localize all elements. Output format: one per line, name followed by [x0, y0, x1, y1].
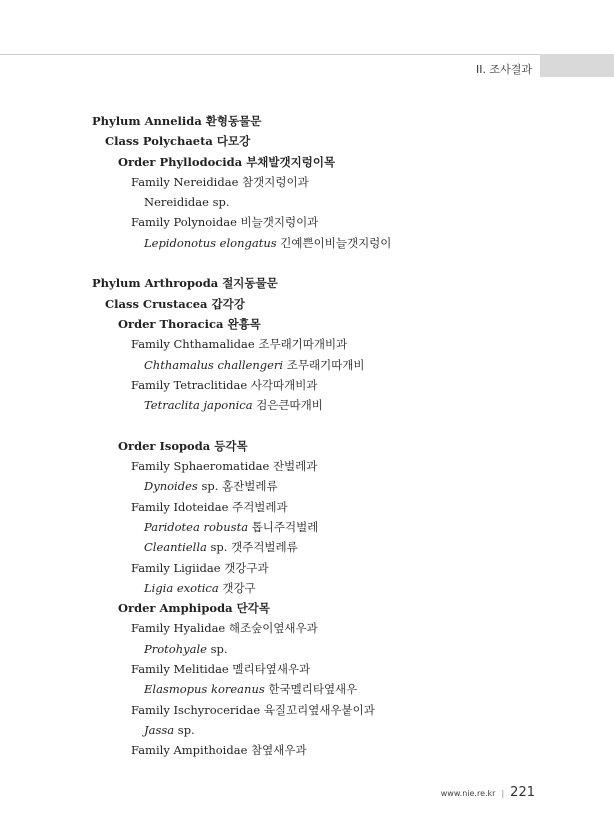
taxon-text: 환형동물문	[205, 114, 262, 128]
taxon-text: 조무래기따개비과	[258, 337, 348, 352]
taxon-species	[92, 720, 592, 740]
taxon-text: 등각목	[214, 438, 248, 453]
taxon-class	[92, 294, 592, 314]
taxon-species	[92, 395, 592, 415]
taxon-text: Phylum Arthropoda	[92, 276, 223, 291]
scientific-name: Jassa	[144, 722, 175, 737]
scientific-name: Protohyale	[144, 641, 207, 656]
taxon-text: Family Ampithoidae	[131, 743, 252, 758]
taxon-text: 긴예쁜이비늘갯지렁이	[276, 235, 392, 250]
taxon-text: 갯강구	[218, 580, 256, 595]
footer-separator: |	[501, 789, 505, 798]
taxon-text: Family Chthamalidae	[131, 337, 259, 352]
scientific-name: Chthamalus challengeri	[144, 357, 284, 372]
taxon-text: sp. 갯주걱벌레류	[206, 540, 298, 555]
taxon-family	[92, 740, 592, 760]
scientific-name: Cleantiella	[144, 540, 207, 555]
taxon-text: Family Idoteidae	[131, 499, 233, 514]
taxon-species	[92, 355, 592, 375]
taxon-text: 해조숲이옆새우과	[228, 621, 318, 636]
taxon-text: sp.	[206, 641, 228, 656]
taxon-text: 단각목	[236, 601, 270, 616]
taxon-text: 검은큰따개비	[252, 398, 323, 413]
scientific-name: Ligia exotica	[144, 580, 219, 595]
taxon-text: Order Phyllodocida	[118, 154, 247, 169]
taxon-family	[92, 558, 592, 578]
taxon-order	[92, 152, 592, 172]
taxon-order	[92, 314, 592, 334]
taxon-text: Family Ligiidae	[131, 560, 225, 575]
taxon-species	[92, 517, 592, 537]
page-number: 221	[510, 785, 535, 800]
taxon-phylum	[92, 111, 592, 131]
taxon-text: 다모강	[216, 134, 251, 149]
taxon-order	[92, 436, 592, 456]
taxon-text: 완흉목	[227, 316, 261, 331]
header-tab-block	[540, 54, 614, 77]
taxon-text: 한국멜리타옆새우	[264, 682, 358, 697]
taxon-species	[92, 639, 592, 659]
taxon-text: 참갯지렁이과	[242, 174, 309, 189]
taxon-family	[92, 659, 592, 679]
scientific-name: Paridotea robusta	[144, 519, 249, 534]
taxon-text: Nereididae sp.	[144, 195, 230, 210]
taxon-phylum	[92, 273, 592, 293]
taxon-text: sp. 홈잔벌레류	[197, 479, 278, 494]
taxon-text: Order Isopoda	[118, 438, 215, 453]
taxon-text: 멜리타옆새우과	[232, 662, 311, 677]
section-label: II. 조사결과	[476, 63, 532, 76]
scientific-name: Lepidonotus elongatus	[144, 235, 277, 250]
taxon-family	[92, 618, 592, 638]
taxon-text: Family Melitidae	[131, 662, 233, 677]
spacer	[92, 415, 592, 435]
spacer	[92, 253, 592, 273]
taxon-text: 갑각강	[211, 296, 245, 311]
taxon-text: 주걱벌레과	[232, 499, 288, 514]
footer-url: www.nie.re.kr	[440, 789, 496, 798]
page-footer	[441, 781, 535, 800]
taxon-family	[92, 334, 592, 354]
taxon-family	[92, 497, 592, 517]
scientific-name: Dynoides	[144, 479, 198, 494]
taxonomy-list	[92, 111, 592, 761]
taxon-text: Order Amphipoda	[118, 601, 237, 616]
taxon-text: 사각따개비과	[250, 377, 318, 392]
taxon-text: Family Tetraclitidae	[131, 377, 251, 392]
taxon-text: Family Sphaeromatidae	[131, 459, 273, 474]
taxon-text: Phylum Annelida	[92, 114, 206, 128]
taxon-family	[92, 456, 592, 476]
taxon-species	[92, 537, 592, 557]
taxon-text: 잔벌레과	[272, 459, 318, 474]
taxon-species	[92, 679, 592, 699]
taxon-text: 참옆새우과	[251, 743, 307, 758]
taxon-text: Family Ischyroceridae	[131, 702, 264, 717]
scientific-name: Elasmopus koreanus	[144, 682, 265, 697]
taxon-text: Class Polychaeta	[105, 134, 217, 149]
taxon-text: 갯강구과	[224, 560, 269, 575]
taxon-text: 절지동물문	[222, 276, 278, 291]
taxon-family	[92, 700, 592, 720]
taxon-class	[92, 131, 592, 151]
taxon-text: sp.	[174, 722, 195, 737]
taxon-text: Family Polynoidae	[131, 215, 241, 230]
taxon-text: 비늘갯지렁이과	[240, 215, 319, 230]
taxon-species	[92, 578, 592, 598]
taxon-text: Order Thoracica	[118, 316, 228, 331]
taxon-text: 육질꼬리옆새우붙이과	[263, 702, 375, 717]
taxon-species	[92, 192, 592, 212]
header-rule	[0, 54, 614, 55]
taxon-family	[92, 375, 592, 395]
taxon-text: Family Hyalidae	[131, 621, 229, 636]
taxon-text: 조무래기따개비	[283, 357, 365, 372]
taxon-family	[92, 172, 592, 192]
taxon-text: Family Nereididae	[131, 174, 243, 189]
taxon-text: 톱니주걱벌레	[248, 519, 319, 534]
scientific-name: Tetraclita japonica	[144, 398, 253, 413]
taxon-species	[92, 233, 592, 253]
taxon-family	[92, 212, 592, 232]
taxon-text: 부채발갯지렁이목	[246, 154, 336, 169]
taxon-species	[92, 476, 592, 496]
taxon-text: Class Crustacea	[105, 296, 212, 311]
taxon-order	[92, 598, 592, 618]
